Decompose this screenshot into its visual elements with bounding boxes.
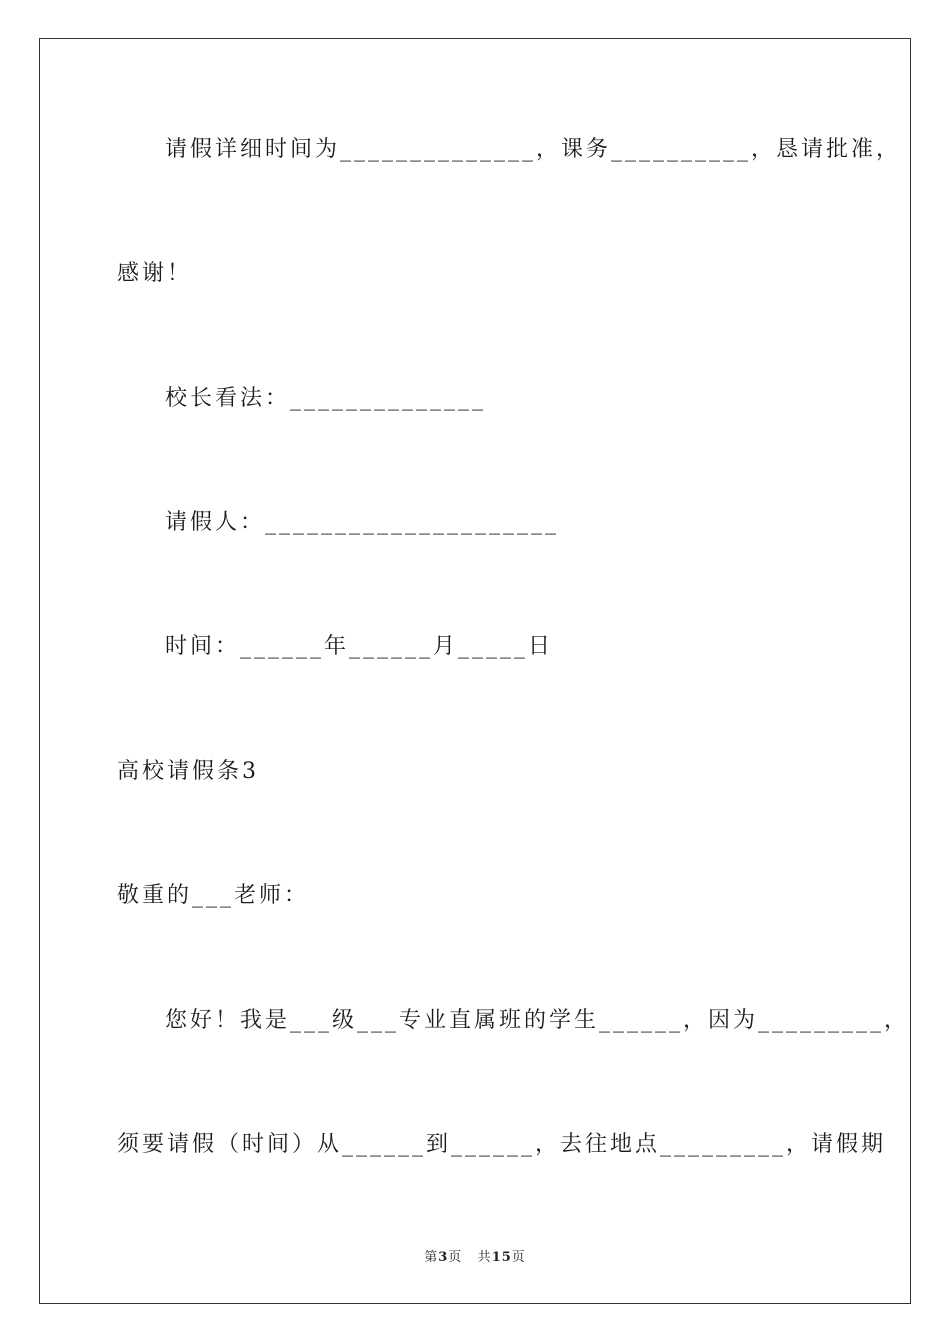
page-footer xyxy=(0,1246,950,1265)
thanks-line: 感谢！ xyxy=(117,261,193,286)
section-heading: 高校请假条3 xyxy=(117,759,259,784)
footer-total-prefix: 共 xyxy=(477,1250,492,1265)
footer-total-suffix: 页 xyxy=(511,1250,526,1265)
footer-prefix: 第 xyxy=(424,1250,439,1265)
salutation-line: 敬重的___老师： xyxy=(117,883,310,908)
leave-period-line: 须要请假（时间）从______到______，去往地点_________，请假期 xyxy=(117,1132,887,1157)
applicant-line: 请假人：_____________________ xyxy=(165,510,560,535)
footer-current-page: 3 xyxy=(438,1250,449,1265)
intro-line: 您好！我是___级___专业直属班的学生______，因为_________， xyxy=(165,1008,910,1033)
page-border xyxy=(39,38,911,1304)
date-line: 时间：______年______月_____日 xyxy=(165,634,554,659)
footer-page-word: 页 xyxy=(448,1250,463,1265)
principal-opinion-line: 校长看法：______________ xyxy=(165,386,487,411)
leave-time-line: 请假详细时间为______________，课务__________，恳请批准， xyxy=(165,137,902,162)
footer-total-pages: 15 xyxy=(491,1250,512,1265)
